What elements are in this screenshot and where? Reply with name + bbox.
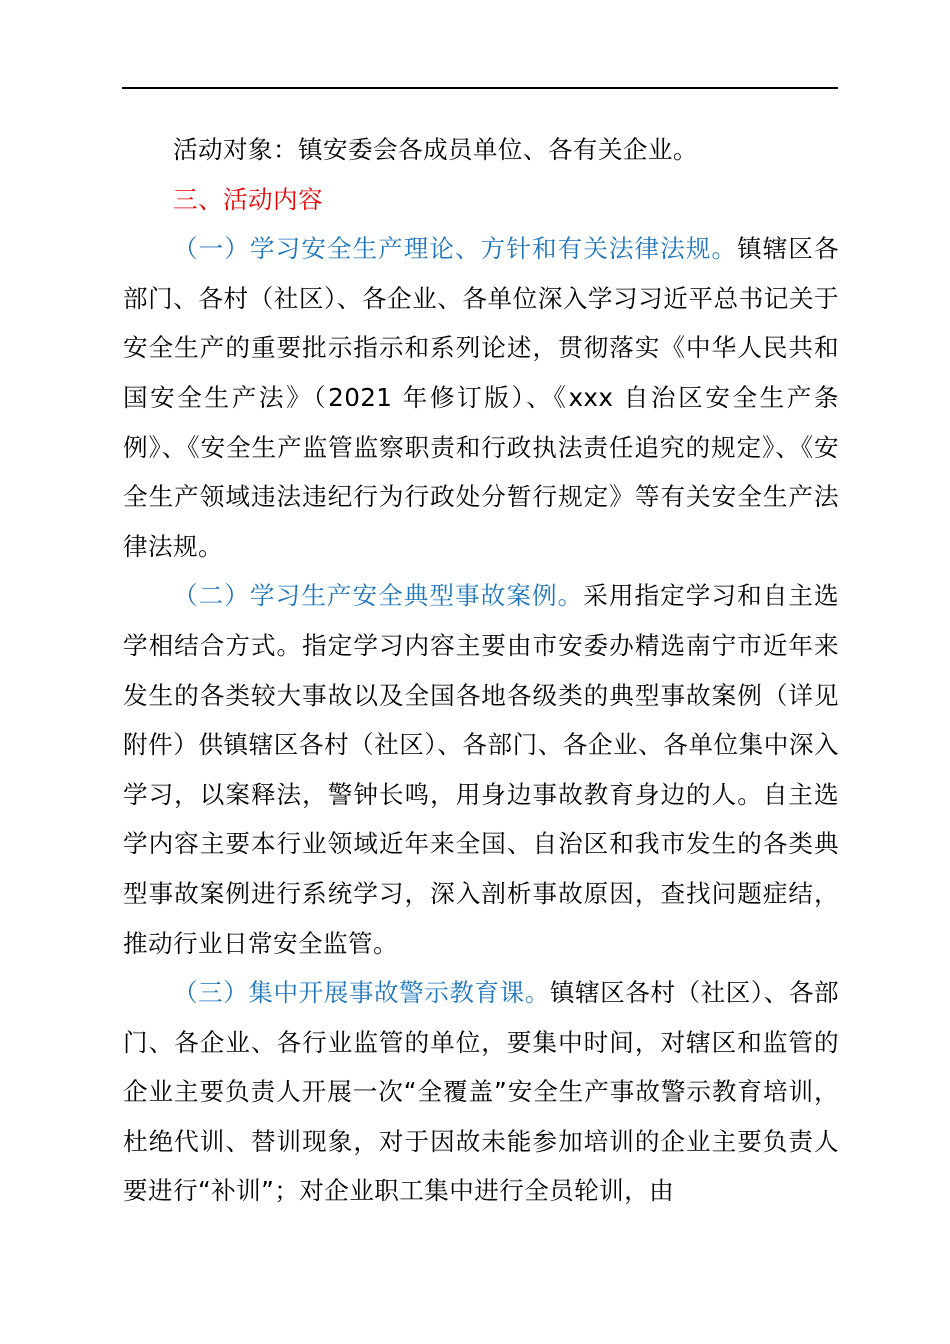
paragraph-text: 活动对象：镇安委会各成员单位、各有关企业。 bbox=[173, 135, 698, 164]
paragraph-text: 镇辖区各部门、各村（社区）、各企业、各单位深入学习习近平总书记关于安全生产的重要批示指示和系列论述，贯彻落实《中华人民共和国安全生产法》（2021 年修订版）、《xxx 自治区安全生产条例》、《安全生产监管监察职责和行政执法责任追究的规定》、《安全生产领域违法违纪行为行政处分暂行规定》等有关安全生产法律法规。 bbox=[123, 234, 839, 561]
paragraph-activity-target bbox=[123, 125, 839, 175]
header-rule bbox=[122, 87, 838, 89]
paragraph-text: 采用指定学习和自主选学相结合方式。指定学习内容主要由市安委办精选南宁市近年来发生的各类较大事故以及全国各地各级类的典型事故案例（详见附件）供镇辖区各村（社区）、各部门、各企业、各单位集中深入学习，以案释法，警钟长鸣，用身边事故教育身边的人。自主选学内容主要本行业领域近年来全国、自治区和我市发生的各类典型事故案例进行系统学习，深入剖析事故原因，查找问题症结，推动行业日常安全监管。 bbox=[123, 581, 839, 958]
paragraph-text: 镇辖区各村（社区）、各部门、各企业、各行业监管的单位，要集中时间，对辖区和监管的企业主要负责人开展一次“全覆盖”安全生产事故警示教育培训，杜绝代训、替训现象，对于因故未能参加培训的企业主要负责人要进行“补训”；对企业职工集中进行全员轮训，由 bbox=[123, 978, 839, 1206]
paragraph-study-laws bbox=[123, 224, 839, 571]
section-heading-activity-content bbox=[123, 175, 839, 225]
subheading-3: （三）集中开展事故警示教育课。 bbox=[173, 978, 550, 1008]
subheading-1: （一）学习安全生产理论、方针和有关法律法规。 bbox=[173, 234, 738, 264]
paragraph-warning-education bbox=[123, 968, 839, 1216]
document-body bbox=[123, 125, 839, 1216]
subheading-2: （二）学习生产安全典型事故案例。 bbox=[173, 581, 584, 611]
paragraph-study-cases bbox=[123, 571, 839, 968]
section-heading: 三、活动内容 bbox=[173, 184, 323, 214]
